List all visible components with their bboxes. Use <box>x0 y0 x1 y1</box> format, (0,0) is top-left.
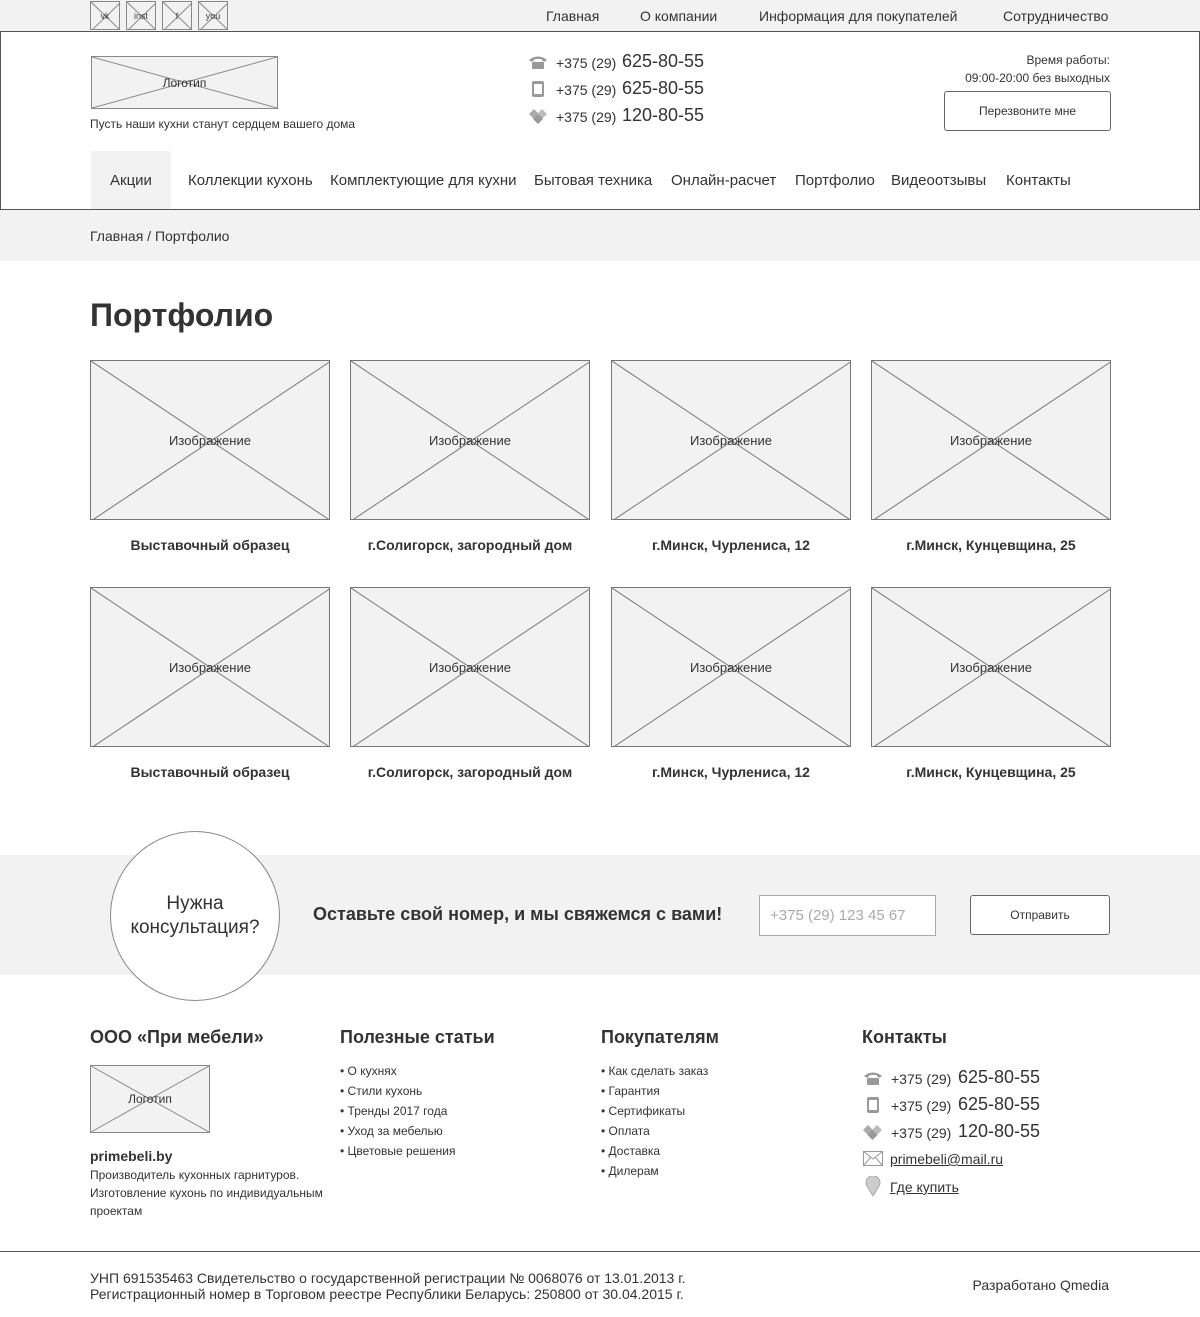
developer-credit[interactable]: Разработано Qmedia <box>972 1277 1109 1293</box>
footer-article-link[interactable]: • О кухнях <box>340 1061 455 1081</box>
consultation-circle-line2: консультация? <box>130 917 260 938</box>
portfolio-image[interactable] <box>871 360 1111 520</box>
consultation-circle-line1: Нужна <box>166 893 224 914</box>
mobile-phone-icon <box>862 1097 884 1113</box>
image-placeholder-label: Изображение <box>169 433 251 448</box>
image-placeholder-label: Изображение <box>429 660 511 675</box>
social-label: inst <box>133 11 148 21</box>
portfolio-caption[interactable]: г.Минск, Кунцевщина, 25 <box>906 537 1076 553</box>
phone-number: 120-80-55 <box>958 1121 1041 1141</box>
portfolio-caption[interactable]: г.Минск, Чурлениса, 12 <box>652 537 810 553</box>
email-link[interactable]: primebeli@mail.ru <box>890 1151 1004 1167</box>
nav-item-portfolio[interactable]: Портфолио <box>795 172 875 189</box>
social-label: f <box>175 11 179 21</box>
main-nav <box>0 150 1200 210</box>
phone-code: +375 (29) <box>891 1125 952 1141</box>
phone-number: 625-80-55 <box>622 51 705 71</box>
portfolio-image[interactable] <box>611 587 851 747</box>
submit-button[interactable]: Отправить <box>970 895 1110 935</box>
portfolio-image[interactable] <box>350 360 590 520</box>
top-nav-cooperation[interactable]: Сотрудничество <box>1003 8 1109 24</box>
facebook-social-icon[interactable] <box>162 1 192 30</box>
footer-buyers-title: Покупателям <box>601 1027 719 1047</box>
legal-line-2: Регистрационный номер в Торговом реестре Республики Беларусь: 250800 от 30.04.2015 г. <box>90 1286 684 1302</box>
phone-code: +375 (29) <box>891 1098 952 1114</box>
mail-icon <box>863 1151 883 1166</box>
breadcrumb-bar <box>0 210 1200 261</box>
portfolio-image[interactable] <box>90 587 330 747</box>
phone-code: +375 (29) <box>556 55 617 71</box>
portfolio-caption[interactable]: Выставочный образец <box>130 537 290 553</box>
consultation-text: Оставьте свой номер, и мы свяжемся с вами! <box>313 904 723 924</box>
footer-article-link[interactable]: • Тренды 2017 года <box>340 1101 455 1121</box>
logo-label: Логотип <box>162 75 207 90</box>
phone-code: +375 (29) <box>556 82 617 98</box>
nav-item-promotions[interactable]: Акции <box>110 172 152 189</box>
phone-number: 625-80-55 <box>958 1067 1041 1087</box>
work-hours-label: Время работы: <box>1026 53 1110 67</box>
footer-articles-list <box>340 1061 455 1161</box>
work-hours <box>965 51 1110 87</box>
footer-contacts-title: Контакты <box>862 1027 947 1047</box>
top-nav-buyers-info[interactable]: Информация для покупателей <box>759 8 958 24</box>
top-nav-about[interactable]: О компании <box>640 8 718 24</box>
footer-buyers-link[interactable]: • Доставка <box>601 1141 708 1161</box>
footer-buyers-link[interactable]: • Как сделать заказ <box>601 1061 708 1081</box>
portfolio-image[interactable] <box>871 587 1111 747</box>
footer-articles-title: Полезные статьи <box>340 1027 495 1047</box>
map-pin-icon <box>865 1176 881 1196</box>
diamond-logo-icon <box>862 1124 884 1140</box>
callback-button[interactable]: Перезвоните мне <box>944 91 1111 131</box>
instagram-social-icon[interactable] <box>126 1 156 30</box>
portfolio-caption[interactable]: г.Солигорск, загородный дом <box>367 764 573 780</box>
image-placeholder-label: Изображение <box>690 433 772 448</box>
footer-company-description: Производитель кухонных гарнитуров. Изготовление кухонь по индивидуальным проектам <box>90 1168 323 1218</box>
footer-buyers-link[interactable]: • Сертификаты <box>601 1101 708 1121</box>
nav-item-online-calculation[interactable]: Онлайн-расчет <box>671 172 777 189</box>
legal-line-1: УНП 691535463 Свидетельство о государственной регистрации № 0068076 от 13.01.2013 г. <box>90 1270 686 1286</box>
header-tagline: Пусть наши кухни станут сердцем вашего дома <box>90 117 356 131</box>
work-hours-value: 09:00-20:00 без выходных <box>965 71 1110 85</box>
bottom-bar <box>0 1251 1200 1317</box>
breadcrumb[interactable]: Главная / Портфолио <box>90 228 230 244</box>
telephone-icon <box>862 1070 884 1086</box>
nav-item-contacts[interactable]: Контакты <box>1006 172 1071 189</box>
footer-article-link[interactable]: • Цветовые решения <box>340 1141 455 1161</box>
phone-number: 120-80-55 <box>622 105 705 125</box>
nav-item-kitchen-collections[interactable]: Коллекции кухонь <box>188 172 313 189</box>
portfolio-image[interactable] <box>350 587 590 747</box>
image-placeholder-label: Изображение <box>950 433 1032 448</box>
footer-site-name: primebeli.by <box>90 1148 173 1164</box>
diamond-logo-icon <box>528 108 548 124</box>
phone-code: +375 (29) <box>891 1071 952 1087</box>
logo-label: Логотип <box>128 1092 172 1106</box>
phone-number: 625-80-55 <box>958 1094 1041 1114</box>
header-logo[interactable] <box>91 56 278 109</box>
portfolio-image[interactable] <box>611 360 851 520</box>
top-bar <box>0 0 1200 32</box>
top-nav-home[interactable]: Главная <box>546 8 600 24</box>
nav-item-video-reviews[interactable]: Видеоотзывы <box>891 172 987 189</box>
footer-company-title: ООО «При мебели» <box>90 1027 264 1047</box>
nav-item-kitchen-components[interactable]: Комплектующие для кухни <box>330 172 517 189</box>
image-placeholder-label: Изображение <box>950 660 1032 675</box>
footer-logo[interactable] <box>90 1065 210 1133</box>
image-placeholder-label: Изображение <box>429 433 511 448</box>
portfolio-caption[interactable]: г.Минск, Чурлениса, 12 <box>652 764 810 780</box>
footer-buyers-link[interactable]: • Дилерам <box>601 1161 708 1181</box>
footer-buyers-link[interactable]: • Оплата <box>601 1121 708 1141</box>
legal-info <box>90 1270 686 1302</box>
mobile-phone-icon <box>528 81 548 97</box>
portfolio-caption[interactable]: Выставочный образец <box>130 764 290 780</box>
social-label: vk <box>100 11 110 21</box>
telephone-icon <box>528 54 548 70</box>
portfolio-caption[interactable]: г.Минск, Кунцевщина, 25 <box>906 764 1076 780</box>
social-label: you <box>205 11 221 21</box>
nav-item-home-appliances[interactable]: Бытовая техника <box>534 172 653 189</box>
youtube-social-icon[interactable] <box>198 1 228 30</box>
footer-buyers-link[interactable]: • Гарантия <box>601 1081 708 1101</box>
footer-article-link[interactable]: • Уход за мебелью <box>340 1121 455 1141</box>
phone-number: 625-80-55 <box>622 78 705 98</box>
vk-social-icon[interactable] <box>90 1 120 30</box>
image-placeholder-label: Изображение <box>169 660 251 675</box>
page-title: Портфолио <box>90 297 274 333</box>
portfolio-caption[interactable]: г.Солигорск, загородный дом <box>367 537 573 553</box>
image-placeholder-label: Изображение <box>690 660 772 675</box>
phone-input[interactable] <box>759 895 936 936</box>
footer-buyers-list <box>601 1061 708 1181</box>
portfolio-image[interactable] <box>90 360 330 520</box>
footer-article-link[interactable]: • Стили кухонь <box>340 1081 455 1101</box>
phone-code: +375 (29) <box>556 109 617 125</box>
consultation-circle <box>110 831 280 1001</box>
where-to-buy-link[interactable]: Где купить <box>890 1179 959 1195</box>
